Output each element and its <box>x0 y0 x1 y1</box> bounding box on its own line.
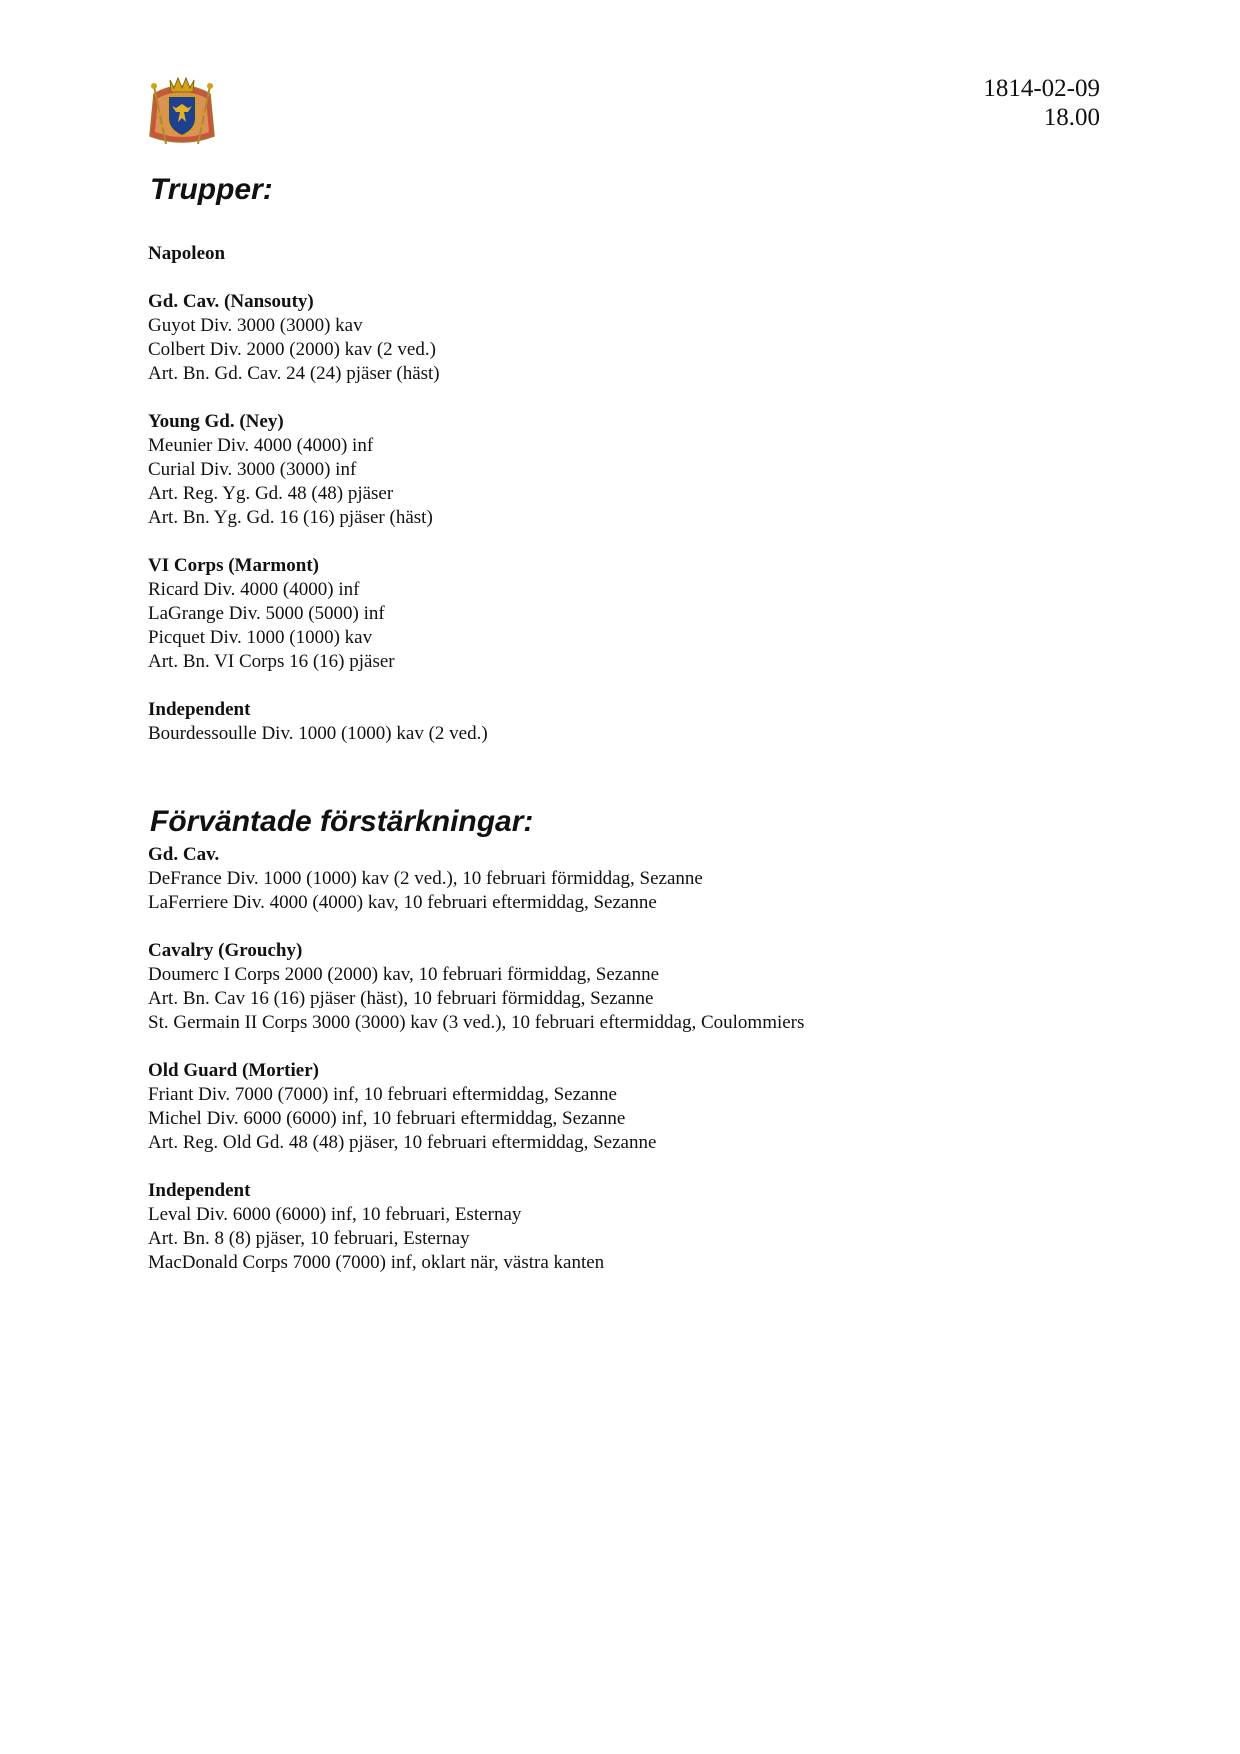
document-date: 1814-02-09 <box>983 75 1100 102</box>
unit-line: Ricard Div. 4000 (4000) inf <box>148 579 360 600</box>
unit-line: St. Germain II Corps 3000 (3000) kav (3 ved.), 10 februari eftermiddag, Coulommiers <box>148 1012 805 1033</box>
unit-line: Bourdessoulle Div. 1000 (1000) kav (2 ved.) <box>148 723 488 744</box>
unit-line: LaGrange Div. 5000 (5000) inf <box>148 603 385 624</box>
unit-line: Doumerc I Corps 2000 (2000) kav, 10 februari förmiddag, Sezanne <box>148 964 660 985</box>
unit-group <box>148 290 1148 386</box>
unit-line: Leval Div. 6000 (6000) inf, 10 februari, Esternay <box>148 1204 522 1225</box>
unit-line: Art. Bn. Yg. Gd. 16 (16) pjäser (häst) <box>148 507 433 528</box>
unit-group <box>148 1179 1148 1275</box>
unit-group <box>148 939 1148 1035</box>
unit-line: Meunier Div. 4000 (4000) inf <box>148 435 374 456</box>
unit-line: MacDonald Corps 7000 (7000) inf, oklart när, västra kanten <box>148 1252 605 1273</box>
group-heading: VI Corps (Marmont) <box>148 555 319 576</box>
group-heading: Young Gd. (Ney) <box>148 411 284 432</box>
unit-group <box>148 242 1148 266</box>
group-heading: Gd. Cav. <box>148 844 220 865</box>
unit-line: DeFrance Div. 1000 (1000) kav (2 ved.), 10 februari förmiddag, Sezanne <box>148 868 703 889</box>
group-heading: Old Guard (Mortier) <box>148 1060 319 1081</box>
unit-line: Michel Div. 6000 (6000) inf, 10 februari eftermiddag, Sezanne <box>148 1108 626 1129</box>
unit-group <box>148 1059 1148 1155</box>
date-time-block <box>983 74 1100 132</box>
imperial-coat-of-arms-icon <box>146 74 218 148</box>
document-time: 18.00 <box>1043 104 1100 131</box>
group-heading: Gd. Cav. (Nansouty) <box>148 291 314 312</box>
group-heading: Independent <box>148 1180 251 1201</box>
unit-line: LaFerriere Div. 4000 (4000) kav, 10 februari eftermiddag, Sezanne <box>148 892 657 913</box>
unit-line: Guyot Div. 3000 (3000) kav <box>148 315 363 336</box>
troops-title: Trupper: <box>150 173 273 206</box>
unit-line: Art. Bn. Gd. Cav. 24 (24) pjäser (häst) <box>148 363 440 384</box>
unit-line: Curial Div. 3000 (3000) inf <box>148 459 357 480</box>
troops-list <box>148 242 1148 770</box>
unit-line: Friant Div. 7000 (7000) inf, 10 februari eftermiddag, Sezanne <box>148 1084 617 1105</box>
reinforcements-list <box>148 843 1148 1299</box>
unit-line: Art. Reg. Yg. Gd. 48 (48) pjäser <box>148 483 394 504</box>
unit-line: Picquet Div. 1000 (1000) kav <box>148 627 373 648</box>
unit-group <box>148 843 1148 915</box>
reinforcements-title: Förväntade förstärkningar: <box>150 805 534 838</box>
unit-group <box>148 554 1148 674</box>
unit-line: Art. Bn. VI Corps 16 (16) pjäser <box>148 651 395 672</box>
group-heading: Independent <box>148 699 251 720</box>
group-heading: Cavalry (Grouchy) <box>148 940 303 961</box>
unit-line: Art. Reg. Old Gd. 48 (48) pjäser, 10 februari eftermiddag, Sezanne <box>148 1132 657 1153</box>
unit-line: Colbert Div. 2000 (2000) kav (2 ved.) <box>148 339 436 360</box>
unit-group <box>148 698 1148 746</box>
group-heading: Napoleon <box>148 243 226 264</box>
unit-line: Art. Bn. 8 (8) pjäser, 10 februari, Esternay <box>148 1228 470 1249</box>
unit-line: Art. Bn. Cav 16 (16) pjäser (häst), 10 februari förmiddag, Sezanne <box>148 988 654 1009</box>
unit-group <box>148 410 1148 530</box>
